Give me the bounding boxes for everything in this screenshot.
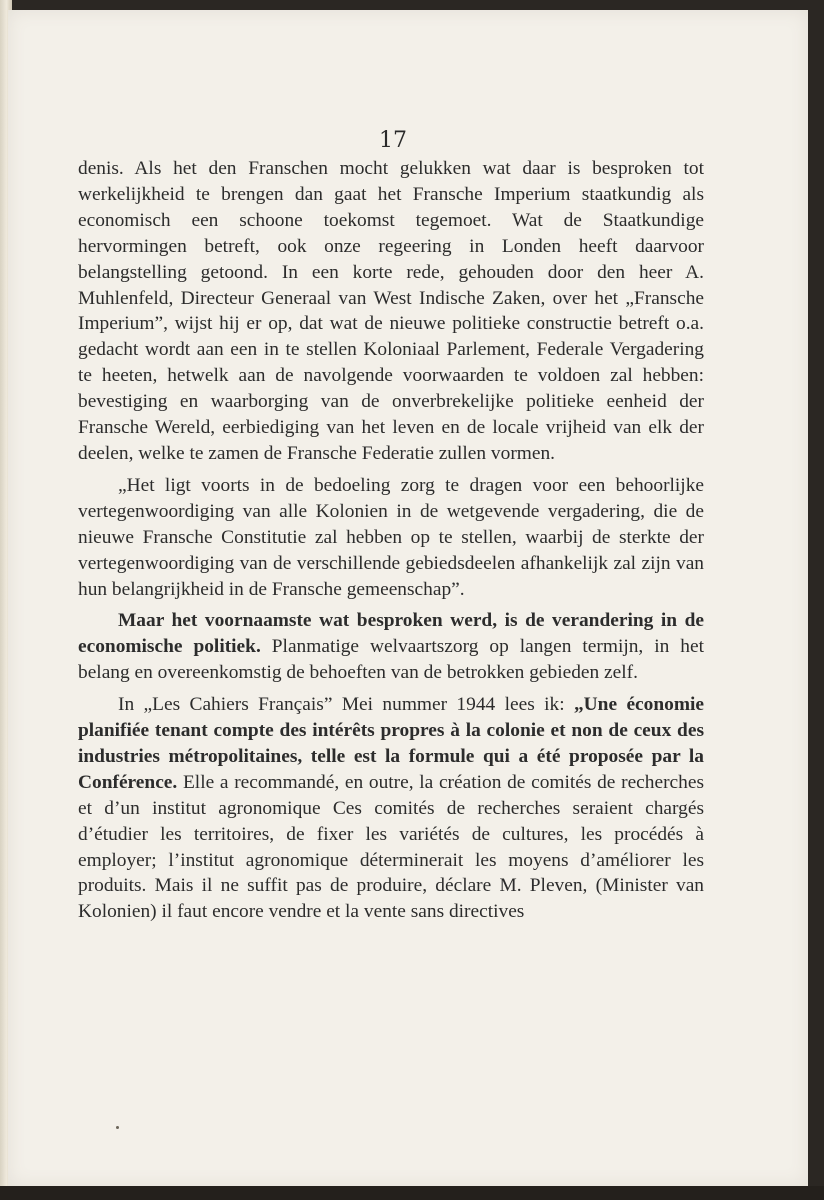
paragraph-3-bold-text: Maar het voornaamste wat besproken werd, is de verandering in de economische politiek. <box>78 610 704 658</box>
paper-speck <box>116 1126 119 1129</box>
book-page <box>8 10 808 1186</box>
bottom-shadow-edge <box>0 1186 824 1200</box>
paragraph-3 <box>78 608 704 686</box>
paragraph-4-text-rest: Elle a recommandé, en outre, la création de comités de recherches et d’un institut agronomique Ces comités de recherches seraient chargés d’étudier les territoires, de fixer les variétés de cultures, les procédés à employer; l’institut agronomique déterminerait les moyens d’améliorer les produits. Mais il ne suffit pas de produire, déclare M. Pleven, (Minister van Kolonien) il faut encore vendre et la vente sans directives <box>78 771 704 923</box>
paragraph-3-text: Planmatige welvaartszorg op langen termijn, in het belang en overeenkomstig de behoeften van de betrokken gebieden zelf. <box>78 636 704 684</box>
paragraph-2 <box>78 473 704 603</box>
page-number: 17 <box>379 128 407 153</box>
body-text <box>78 156 704 931</box>
paragraph-2-text: „Het ligt voorts in de bedoeling zorg te dragen voor een behoorlijke vertegenwoordiging van alle Kolonien in de wetgevende vergadering, die de nieuwe Fransche Constitutie zal hebben op te stellen, waarbij de sterkte der vertegenwoordiging van de verschillende gebiedsdeelen afhankelijk zal zijn van hun belangrijkheid in de Fransche gemeenschap”. <box>78 474 704 600</box>
paragraph-4 <box>78 692 704 925</box>
paragraph-4-bold-quote: „Une économie planifiée tenant compte des intérêts propres à la colonie et non de ceux des industries métropolitaines, telle est la formule qui a été proposée par la Conférence. <box>78 694 704 793</box>
paragraph-1-text: denis. Als het den Franschen mocht gelukken wat daar is besproken tot werkelijkheid te brengen dan gaat het Fransche Imperium staatkundig als economisch een schoone toekomst tegemoet. Wat de Staatkundige hervormingen betreft, ook onze regeering in Londen heeft daarvoor belangstelling getoond. In een korte rede, gehouden door den heer A. Muhlenfeld, Directeur Generaal van West Indische Zaken, over het „Fransche Imperium”, wijst hij er op, dat wat de nieuwe politieke constructie betreft o.a. gedacht wordt aan een in te stellen Koloniaal Parlement, Federale Vergadering te heeten, hetwelk aan de navolgende voorwaarden te voldoen zal hebben: bevestiging en waarborging van de onverbrekelijke politieke eenheid der Fransche Wereld, eerbiediging van het leven en de locale vrijheid van elk der deelen, welke te zamen de Fransche Federatie zullen vormen. <box>78 158 704 464</box>
paragraph-1 <box>78 156 704 467</box>
paragraph-4-text-intro: In „Les Cahiers Français” Mei nummer 1944 lees ik: <box>118 694 574 716</box>
